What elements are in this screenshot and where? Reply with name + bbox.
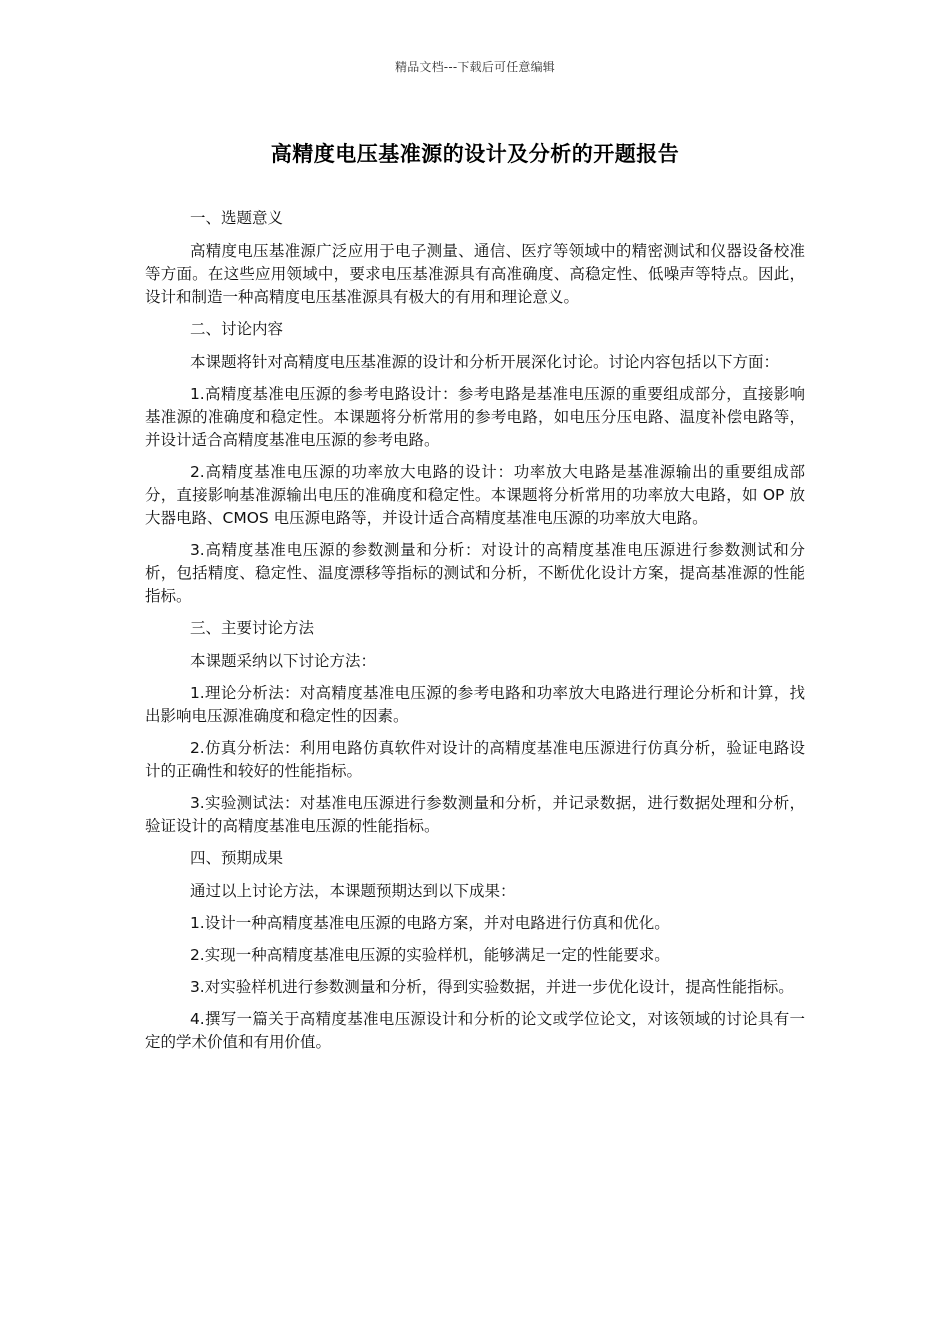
section-heading-content: 二、讨论内容 [189,320,283,338]
paragraph-methods-item-1: 1.理论分析法：对高精度基准电压源的参考电路和功率放大电路进行理论分析和计算，找出影响电压源准确度和稳定性的因素。 [145,684,805,725]
paragraph-content-item-2: 2.高精度基准电压源的功率放大电路的设计：功率放大电路是基准源输出的重要组成部分，直接影响基准源输出电压的准确度和稳定性。本课题将分析常用的功率放大电路，如 OP 放大器电路、CMOS 电压源电路等，并设计适合高精度基准电压源的功率放大电路。 [145,463,805,527]
paragraph-content-item-3: 3.高精度基准电压源的参数测量和分析：对设计的高精度基准电压源进行参数测试和分析，包括精度、稳定性、温度漂移等指标的测试和分析，不断优化设计方案，提高基准源的性能指标。 [145,541,805,605]
paragraph-methods-item-2: 2.仿真分析法：利用电路仿真软件对设计的高精度基准电压源进行仿真分析，验证电路设计的正确性和较好的性能指标。 [145,739,805,780]
paragraph-outcomes-item-3: 3.对实验样机进行参数测量和分析，得到实验数据，并进一步优化设计，提高性能指标。 [189,978,794,996]
paragraph-methods-item-3: 3.实验测试法：对基准电压源进行参数测量和分析，并记录数据，进行数据处理和分析，验证设计的高精度基准电压源的性能指标。 [145,794,805,835]
paragraph-content-item-1: 1.高精度基准电压源的参考电路设计：参考电路是基准电压源的重要组成部分，直接影响基准源的准确度和稳定性。本课题将分析常用的参考电路，如电压分压电路、温度补偿电路等，并设计适合高精度基准电压源的参考电路。 [145,385,805,449]
section-heading-outcomes: 四、预期成果 [189,849,283,867]
paragraph-outcomes-item-4: 4.撰写一篇关于高精度基准电压源设计和分析的论文或学位论文，对该领域的讨论具有一定的学术价值和有用价值。 [145,1010,805,1051]
paragraph-outcomes-item-1: 1.设计一种高精度基准电压源的电路方案，并对电路进行仿真和优化。 [189,914,670,932]
paragraph-outcomes-intro: 通过以上讨论方法，本课题预期达到以下成果： [189,882,516,900]
section-heading-significance: 一、选题意义 [189,209,283,227]
document-title: 高精度电压基准源的设计及分析的开题报告 [270,142,680,166]
document-body [145,207,805,1063]
paragraph-methods-intro: 本课题采纳以下讨论方法： [189,652,376,670]
section-heading-methods: 三、主要讨论方法 [189,619,314,637]
paragraph-outcomes-item-2: 2.实现一种高精度基准电压源的实验样机，能够满足一定的性能要求。 [189,946,670,964]
paragraph-content-intro: 本课题将针对高精度电压基准源的设计和分析开展深化讨论。讨论内容包括以下方面： [189,353,779,371]
page-header-note: 精品文档---下载后可任意编辑 [395,60,555,74]
paragraph-significance: 高精度电压基准源广泛应用于电子测量、通信、医疗等领域中的精密测试和仪器设备校准等方面。在这些应用领域中，要求电压基准源具有高准确度、高稳定性、低噪声等特点。因此，设计和制造一种高精度电压基准源具有极大的有用和理论意义。 [145,242,805,306]
